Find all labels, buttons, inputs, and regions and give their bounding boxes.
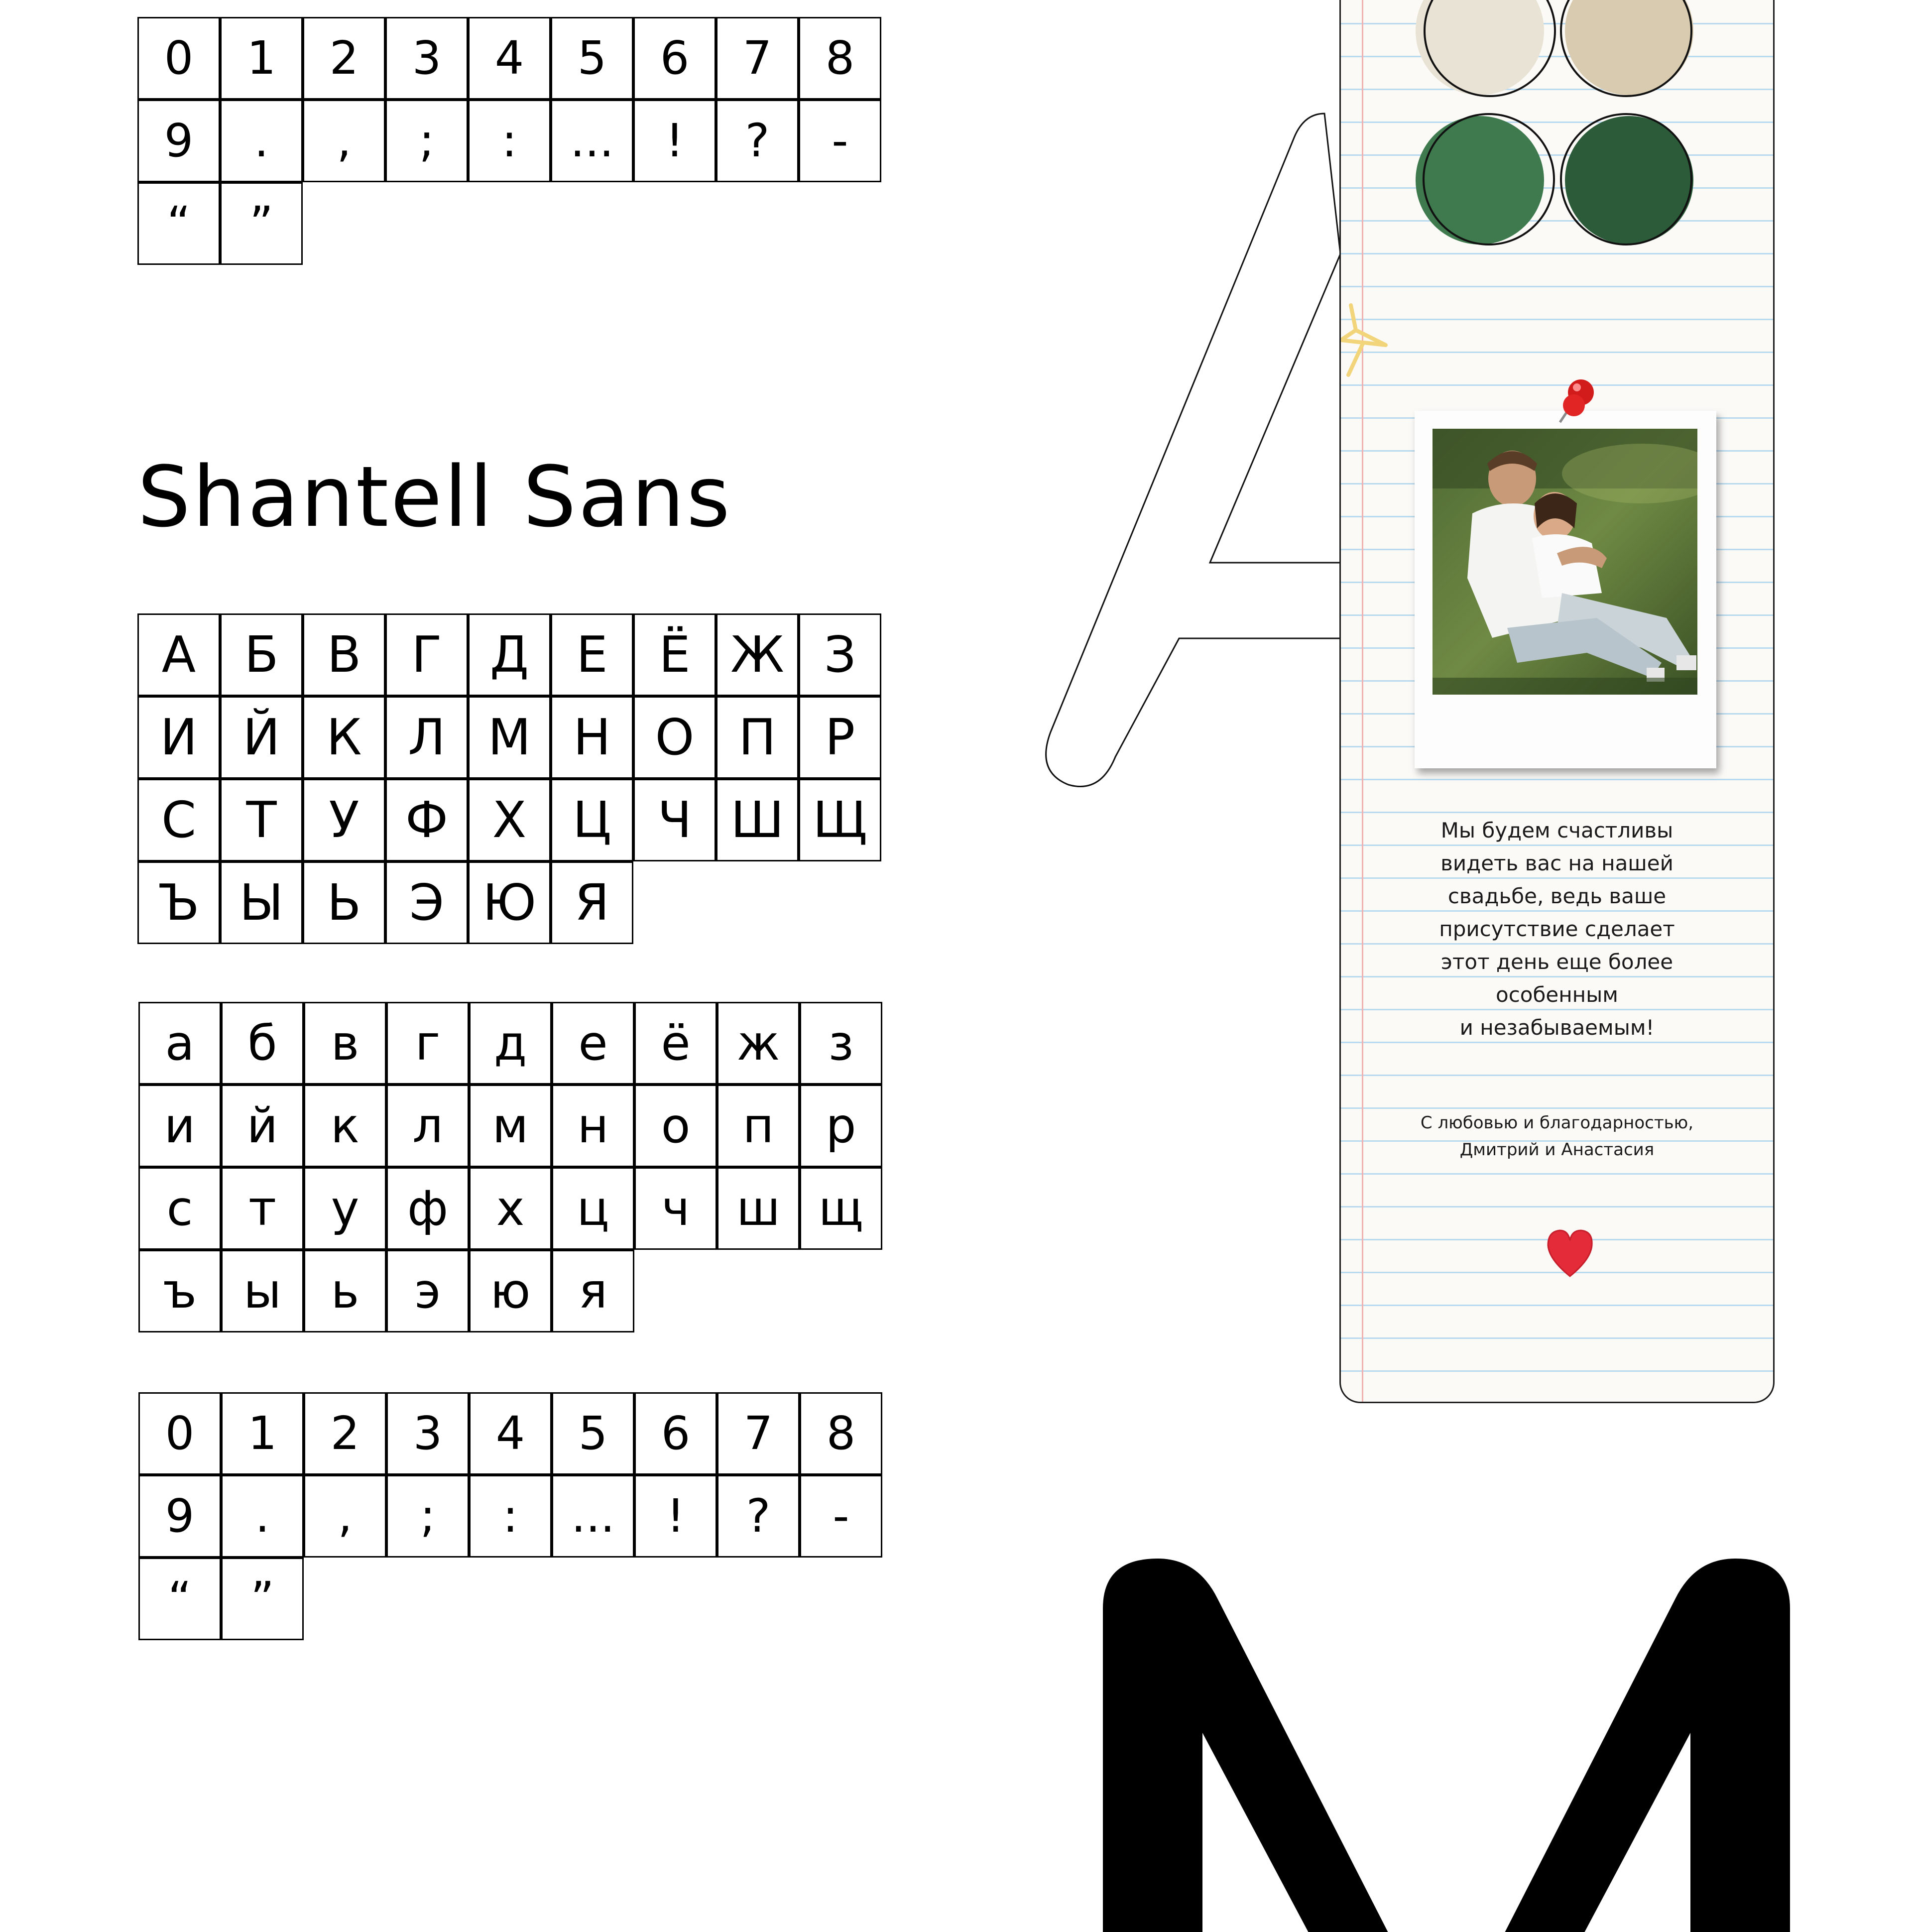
glyph-cell: Л [385, 696, 468, 779]
glyph-cell: ; [385, 100, 468, 182]
heart-icon [1545, 1226, 1595, 1281]
glyph-cell: 8 [799, 17, 881, 100]
glyph-cell: н [552, 1085, 634, 1167]
glyph-cell: 3 [385, 17, 468, 100]
glyph-cell: с [138, 1167, 221, 1250]
glyph-cell: ? [716, 100, 799, 182]
glyph-cell: э [386, 1250, 469, 1332]
glyph-cell: д [469, 1002, 552, 1085]
glyph-cell: Ь [303, 861, 385, 944]
glyph-cell: я [552, 1250, 634, 1332]
signature [1341, 1109, 1773, 1163]
glyph-cell: а [138, 1002, 221, 1085]
glyph-cell: Е [551, 613, 633, 696]
glyph-cell: “ [138, 1558, 221, 1640]
invitation-text [1341, 814, 1773, 1044]
glyph-cell: б [221, 1002, 304, 1085]
glyph-cell: г [386, 1002, 469, 1085]
invite-line: Мы будем счастливы [1440, 818, 1673, 843]
glyph-cell: ж [717, 1002, 800, 1085]
invitation-card [1339, 0, 1775, 1403]
glyph-cell: З [799, 613, 881, 696]
couple-photo [1433, 429, 1697, 695]
glyph-cell: 7 [717, 1392, 800, 1475]
glyph-cell: , [303, 100, 385, 182]
glyph-cell: 6 [634, 1392, 717, 1475]
glyph-cell: й [221, 1085, 304, 1167]
glyph-cell: В [303, 613, 385, 696]
glyph-cell: ” [221, 1558, 304, 1640]
glyph-cell: : [469, 1475, 552, 1558]
glyph-cell: Ф [385, 779, 468, 861]
glyph-cell: Н [551, 696, 633, 779]
glyph-cell: Ы [220, 861, 303, 944]
glyph-cell: в [304, 1002, 386, 1085]
glyph-cell: 2 [304, 1392, 386, 1475]
glyph-cell: С [137, 779, 220, 861]
glyph-cell: 1 [221, 1392, 304, 1475]
glyph-cell: 7 [716, 17, 799, 100]
glyph-cell: , [304, 1475, 386, 1558]
glyph-cell: ! [633, 100, 716, 182]
glyph-cell: О [633, 696, 716, 779]
glyph-cell: о [634, 1085, 717, 1167]
glyph-cell: ш [717, 1167, 800, 1250]
glyph-cell: : [468, 100, 551, 182]
glyph-cell: Ц [551, 779, 633, 861]
glyph-cell: 4 [469, 1392, 552, 1475]
glyph-cell: 4 [468, 17, 551, 100]
invite-line: свадьбе, ведь ваше [1447, 884, 1667, 908]
notebook-margin-line [1362, 0, 1363, 1402]
glyph-cell: “ [137, 182, 220, 265]
glyph-cell: е [552, 1002, 634, 1085]
glyph-cell: Ъ [137, 861, 220, 944]
glyph-cell: ... [552, 1475, 634, 1558]
glyph-cell: ! [634, 1475, 717, 1558]
glyph-cell: А [137, 613, 220, 696]
glyph-cell: 6 [633, 17, 716, 100]
invite-line: видеть вас на нашей [1440, 851, 1673, 875]
glyph-cell: 1 [220, 17, 303, 100]
glyph-cell: К [303, 696, 385, 779]
glyph-cell: У [303, 779, 385, 861]
glyph-cell: м [469, 1085, 552, 1167]
glyph-cell: и [138, 1085, 221, 1167]
palette-swatch-ring-2 [1560, 0, 1692, 97]
glyph-cell: Э [385, 861, 468, 944]
glyph-cell: Р [799, 696, 881, 779]
glyph-cell: ” [220, 182, 303, 265]
glyph-cell: Х [468, 779, 551, 861]
glyph-cell: Я [551, 861, 633, 944]
glyph-cell: л [386, 1085, 469, 1167]
signature-line: С любовью и благодарностью, [1420, 1113, 1694, 1133]
glyph-cell: 8 [800, 1392, 882, 1475]
glyph-cell: И [137, 696, 220, 779]
glyph-cell: 0 [137, 17, 220, 100]
glyph-cell: ц [552, 1167, 634, 1250]
palette-swatch-ring-3 [1423, 113, 1555, 245]
glyph-cell: ч [634, 1167, 717, 1250]
invite-line: этот день еще более [1440, 950, 1673, 974]
glyph-cell: ? [717, 1475, 800, 1558]
palette-swatch-ring-4 [1560, 113, 1692, 245]
glyph-cell: 3 [386, 1392, 469, 1475]
glyph-cell: Ё [633, 613, 716, 696]
glyph-cell: ф [386, 1167, 469, 1250]
glyph-cell: 9 [137, 100, 220, 182]
glyph-cell: щ [800, 1167, 882, 1250]
signature-line: Дмитрий и Анастасия [1459, 1140, 1655, 1160]
glyph-cell: 5 [551, 17, 633, 100]
glyph-cell: Т [220, 779, 303, 861]
glyph-cell: ъ [138, 1250, 221, 1332]
glyph-cell: Б [220, 613, 303, 696]
glyph-cell: ё [634, 1002, 717, 1085]
glyph-cell: 9 [138, 1475, 221, 1558]
glyph-cell: - [800, 1475, 882, 1558]
glyph-cell: Ю [468, 861, 551, 944]
glyph-cell: 2 [303, 17, 385, 100]
glyph-cell: Д [468, 613, 551, 696]
invite-line: особенным [1496, 982, 1618, 1007]
glyph-cell: к [304, 1085, 386, 1167]
glyph-cell: М [468, 696, 551, 779]
glyph-cell: ю [469, 1250, 552, 1332]
invite-line: и незабываемым! [1459, 1015, 1655, 1040]
glyph-cell: п [717, 1085, 800, 1167]
glyph-cell: П [716, 696, 799, 779]
glyph-cell: Г [385, 613, 468, 696]
glyph-cell: 0 [138, 1392, 221, 1475]
glyph-cell: т [221, 1167, 304, 1250]
big-letter-m [1103, 1554, 1790, 1932]
glyph-cell: х [469, 1167, 552, 1250]
font-name-title: Shantell Sans [137, 448, 732, 546]
glyph-cell: ... [551, 100, 633, 182]
invite-line: присутствие сделает [1439, 917, 1675, 941]
glyph-cell: - [799, 100, 881, 182]
star-doodle-icon [1339, 295, 1406, 385]
glyph-cell: ; [386, 1475, 469, 1558]
polaroid-photo [1415, 411, 1716, 768]
glyph-cell: у [304, 1167, 386, 1250]
glyph-cell: Ж [716, 613, 799, 696]
push-pin-icon [1550, 372, 1605, 427]
glyph-cell: . [221, 1475, 304, 1558]
glyph-cell: Й [220, 696, 303, 779]
glyph-cell: 5 [552, 1392, 634, 1475]
glyph-cell: ы [221, 1250, 304, 1332]
glyph-cell: Щ [799, 779, 881, 861]
glyph-cell: р [800, 1085, 882, 1167]
glyph-cell: з [800, 1002, 882, 1085]
glyph-cell: ь [304, 1250, 386, 1332]
glyph-cell: Ш [716, 779, 799, 861]
glyph-cell: Ч [633, 779, 716, 861]
glyph-cell: . [220, 100, 303, 182]
